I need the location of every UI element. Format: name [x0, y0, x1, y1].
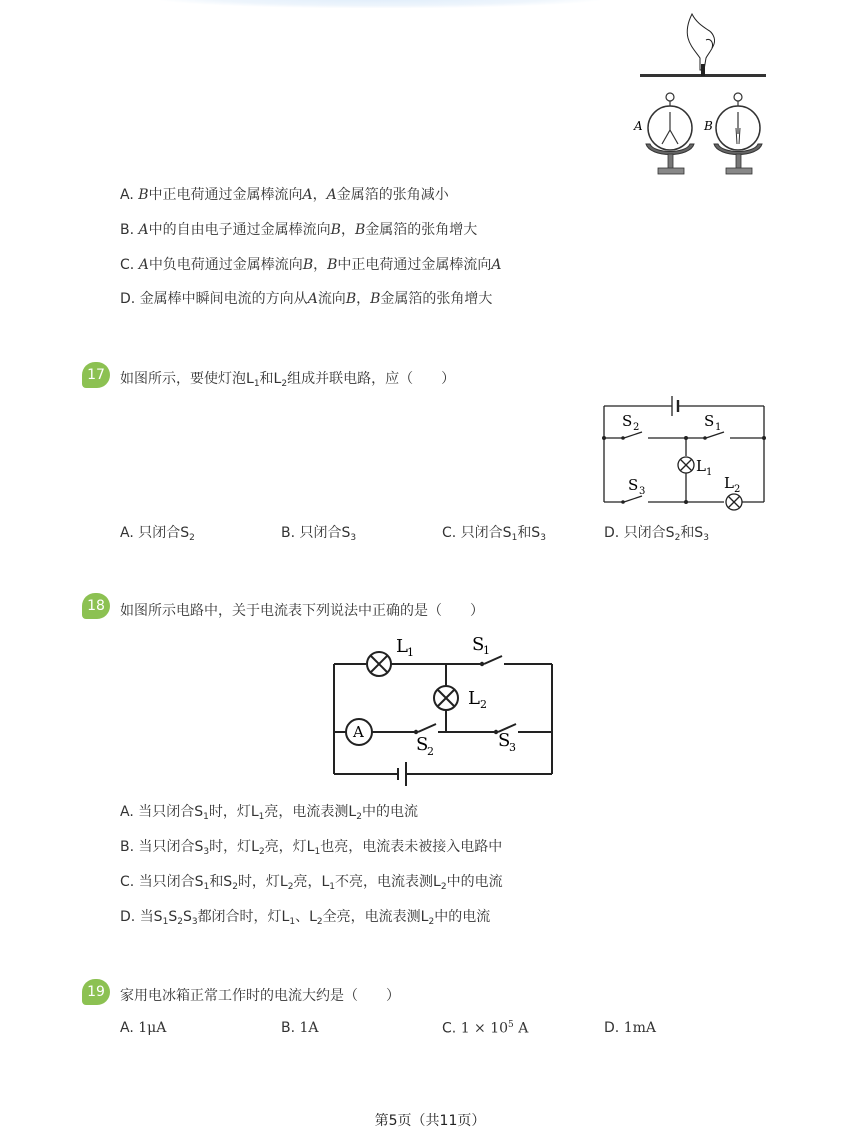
q17-label-s3: S [628, 476, 639, 494]
q19-number-badge: 19 [82, 979, 110, 1005]
q18-stem: 如图所示电路中，关于电流表下列说法中正确的是（ ） [120, 603, 484, 619]
q16-option-c[interactable]: C. A中负电荷通过金属棒流向B，B中正电荷通过金属棒流向A [120, 257, 502, 273]
q17-option-b[interactable]: B. 只闭合$S_3$ [281, 525, 357, 543]
q18-number-badge: 18 [82, 593, 110, 619]
q17-option-a[interactable]: A. 只闭合$S_2$ [120, 525, 195, 543]
q19-option-c[interactable]: C. $1 \times 10^5$ A [442, 1020, 529, 1037]
svg-text:1: 1 [407, 646, 414, 659]
q17-option-d[interactable]: D. 只闭合$S_2$和$S_3$ [604, 525, 709, 543]
label-b: B [704, 119, 713, 133]
svg-text:2: 2 [633, 422, 640, 433]
svg-text:2: 2 [427, 745, 434, 758]
page-footer: 第5页（共11页） [374, 1113, 486, 1129]
q16-option-d[interactable]: D. 金属棒中瞬间电流的方向从A流向B，B金属箔的张角增大 [120, 291, 493, 307]
q17-option-c[interactable]: C. 只闭合$S_1$和$S_3$ [442, 525, 546, 543]
q18-label-s2: S [416, 734, 429, 755]
q17-label-s2: S [622, 412, 633, 430]
svg-text:1: 1 [483, 644, 490, 657]
label-a: A [634, 119, 643, 133]
svg-text:2: 2 [734, 484, 741, 495]
q16-option-a[interactable]: A. B中正电荷通过金属棒流向A，A金属箔的张角减小 [120, 187, 449, 203]
q16-option-b[interactable]: B. A中的自由电子通过金属棒流向B，B金属箔的张角增大 [120, 222, 478, 238]
q18-option-b[interactable]: B. 当只闭合$S_3$时，灯$L_2$亮，灯$L_1$也亮，电流表未被接入电路中 [120, 839, 503, 857]
q17-label-s1: S [704, 412, 715, 430]
q18-label-s1: S [472, 634, 485, 655]
q19-option-d[interactable]: D. 1mA [604, 1020, 656, 1036]
q19-stem: 家用电冰箱正常工作时的电流大约是（ ） [120, 988, 400, 1004]
svg-text:3: 3 [639, 486, 646, 497]
svg-text:1: 1 [706, 467, 713, 478]
top-decoration [160, 0, 600, 8]
q18-label-l2: L [468, 688, 480, 709]
q18-option-d[interactable]: D. 当$S_1S_2S_3$都闭合时，灯$L_1$、$L_2$全亮，电流表测$L_2$中的电流 [120, 909, 491, 927]
q18-circuit-diagram [326, 628, 562, 788]
q17-label-l1: L [696, 457, 706, 475]
svg-text:2: 2 [480, 698, 487, 711]
q18-label-s3: S [498, 730, 511, 751]
q18-option-a[interactable]: A. 当只闭合$S_1$时，灯$L_1$亮，电流表测$L_2$中的电流 [120, 804, 418, 822]
svg-text:1: 1 [715, 422, 722, 433]
q19-option-b[interactable]: B. 1A [281, 1020, 319, 1036]
q19-option-a[interactable]: A. 1μA [120, 1020, 167, 1036]
q18-ammeter-label: A [353, 723, 364, 741]
q17-number-badge: 17 [82, 362, 110, 388]
q17-stem: 如图所示，要使灯泡$L_1$和$L_2$组成并联电路，应（ ） [120, 371, 456, 389]
q18-option-c[interactable]: C. 当只闭合$S_1$和$S_2$时，灯$L_2$亮，$L_1$不亮，电流表测$L_2$中的电流 [120, 874, 503, 892]
electroscope-figure [630, 8, 770, 180]
svg-text:3: 3 [509, 741, 516, 754]
q17-label-l2: L [724, 474, 734, 492]
q18-label-l1: L [396, 636, 408, 657]
q17-circuit-diagram [596, 392, 772, 514]
